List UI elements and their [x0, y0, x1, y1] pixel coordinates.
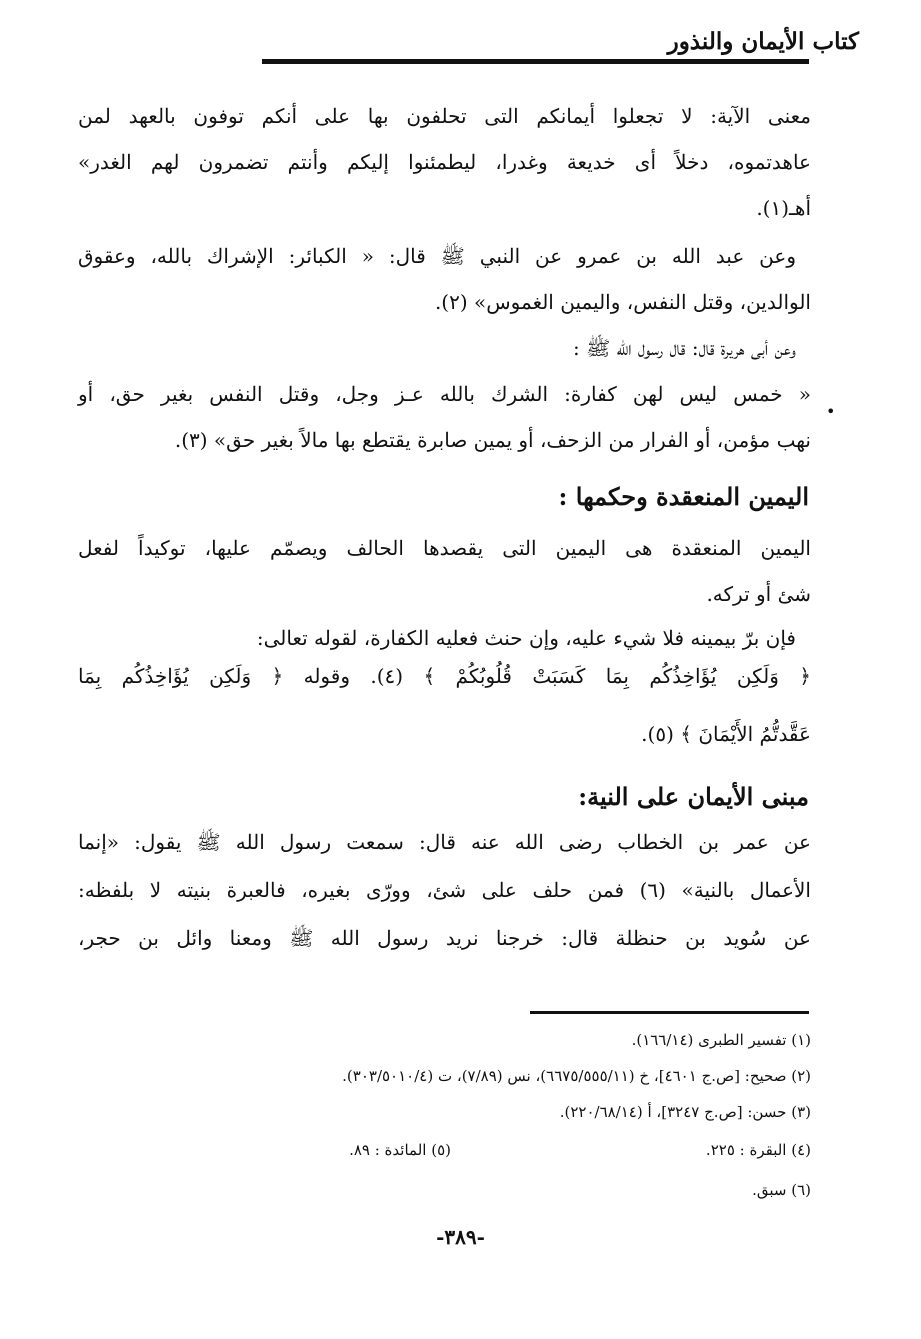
text-line: نهب مؤمن، أو الفرار من الزحف، أو يمين صابرة يقتطع بها مالاً بغير حق» (٣).	[174, 428, 811, 452]
section-heading: اليمين المنعقدة وحكمها :	[558, 482, 809, 511]
text-line: وعن عبد الله بن عمرو عن النبي ﷺ قال: « الكبائر: الإشراك بالله، وعقوق	[78, 244, 796, 268]
page-number: -٣٨٩-	[436, 1225, 485, 1249]
text-line: الوالدين، وقتل النفس، واليمين الغموس» (٢).	[434, 290, 811, 314]
footnote: (٥) المائدة : ٨٩.	[349, 1141, 451, 1159]
text-line: عن عمر بن الخطاب رضى الله عنه قال: سمعت رسول الله ﷺ يقول: «إنما	[78, 830, 811, 854]
quran-verse-line: ﴿ وَلَكِن يُؤَاخِذُكُم بِمَا كَسَبَتْ قُلُوبُكُمْ ﴾ (٤). وقوله ﴿ وَلَكِن يُؤَاخِذُكُم بِمَا	[78, 664, 811, 688]
margin-dot: •	[826, 402, 836, 421]
running-header-title: كتاب الأيمان والنذور	[667, 28, 859, 55]
footnote: (١) تفسير الطبرى (١٦٦/١٤).	[631, 1031, 811, 1049]
footnote-rule	[530, 1011, 809, 1014]
text-line: « خمس ليس لهن كفارة: الشرك بالله عـز وجل، وقتل النفس بغير حق، أو	[78, 382, 811, 406]
footnote: (٦) سبق.	[752, 1181, 811, 1199]
text-line: عن سُويد بن حنظلة قال: خرجنا نريد رسول الله ﷺ ومعنا وائل بن حجر،	[78, 926, 811, 950]
footnote: (٣) حسن: [ص.ج ٣٢٤٧]، أ (٢٢٠/٦٨/١٤).	[559, 1103, 811, 1121]
text-line: معنى الآية: لا تجعلوا أيمانكم التى تحلفون بها على أنكم توفون بالعهد لمن	[78, 104, 811, 128]
text-line: اليمين المنعقدة هى اليمين التى يقصدها الحالف ويصمّم عليها، توكيداً لفعل	[78, 536, 811, 560]
text-line: عاهدتموه، دخلاً أى خديعة وغدرا، ليطمئنوا إليكم وأنتم تضمرون لهم الغدر»	[78, 150, 811, 174]
footnote: (٤) البقرة : ٢٢٥.	[705, 1141, 811, 1159]
quran-verse-line: عَقَّدتُّمُ الأَيْمَانَ ﴾ (٥).	[641, 722, 811, 746]
header-rule	[262, 59, 809, 64]
text-line: شئ أو تركه.	[706, 582, 811, 606]
text-line: الأعمال بالنية» (٦) فمن حلف على شئ، وورّى بغيره، فالعبرة بنيته لا بلفظه:	[78, 878, 811, 902]
section-heading: مبنى الأيمان على النية:	[578, 782, 809, 811]
text-line: فإن برّ بيمينه فلا شيء عليه، وإن حنث فعليه الكفارة، لقوله تعالى:	[256, 626, 796, 650]
footnote: (٢) صحيح: [ص.ج ٤٦٠١]، خ (٦٦٧٥/٥٥٥/١١)، نس (٧/٨٩)، ت (٣٠٣/٥٠١٠/٤).	[342, 1067, 811, 1085]
text-line: أهـ(١).	[756, 196, 811, 220]
text-line: وعن أبى هريرة قال: قال رسول الله ﷺ :	[572, 336, 796, 360]
